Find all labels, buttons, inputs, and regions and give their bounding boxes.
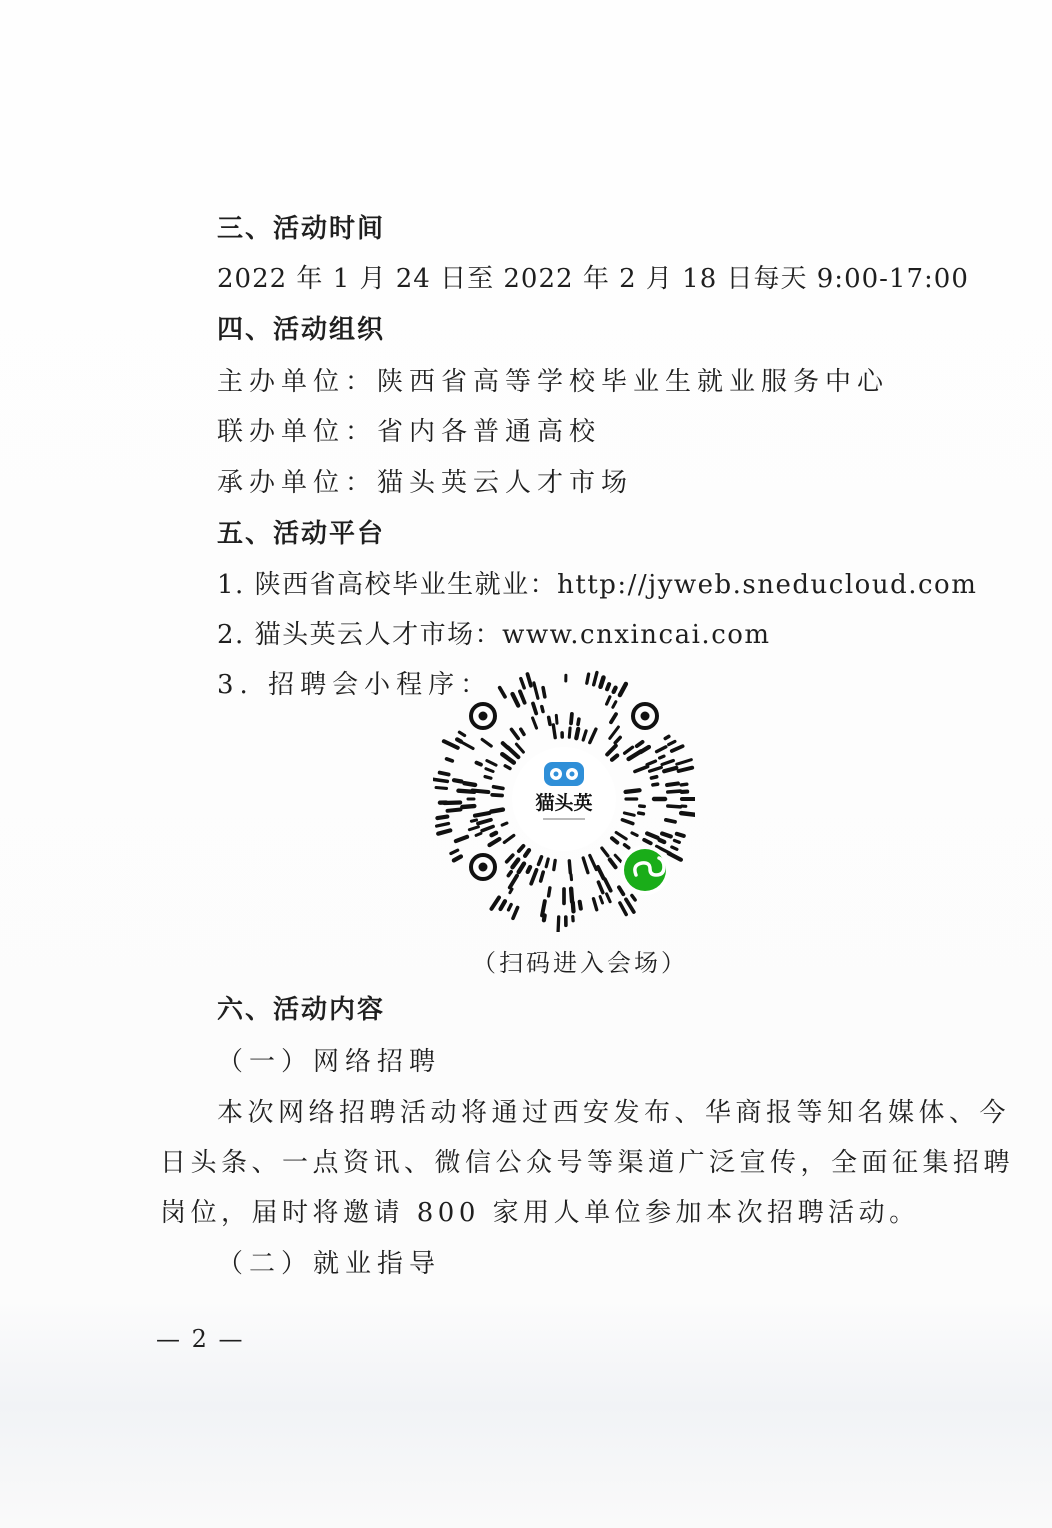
qr-dash bbox=[513, 908, 518, 919]
qr-dash bbox=[614, 688, 616, 692]
qr-dash bbox=[462, 806, 474, 807]
qr-dash bbox=[458, 791, 474, 792]
qr-dash bbox=[447, 759, 453, 761]
section5-heading: 五、活动平台 bbox=[217, 519, 386, 549]
qr-dash bbox=[681, 784, 687, 785]
qr-dash bbox=[644, 840, 651, 843]
qr-dash bbox=[469, 827, 478, 830]
qr-dash bbox=[677, 760, 692, 765]
qr-dash bbox=[626, 899, 634, 912]
qr-dash bbox=[437, 824, 449, 827]
qr-finder-top-left bbox=[471, 704, 495, 728]
qr-dash bbox=[476, 833, 481, 835]
section4-heading: 四、活动组织 bbox=[217, 315, 386, 345]
qr-dash bbox=[558, 917, 559, 932]
qr-dash bbox=[490, 839, 500, 845]
mini-program-qr-code[interactable] bbox=[433, 670, 695, 932]
qr-dash bbox=[573, 903, 574, 912]
qr-dash bbox=[677, 834, 684, 836]
qr-dash bbox=[569, 728, 570, 737]
qr-dash bbox=[531, 870, 536, 884]
qr-dash bbox=[451, 850, 458, 853]
qr-dash bbox=[583, 858, 588, 873]
qr-dash bbox=[610, 727, 619, 738]
qr-dash bbox=[660, 756, 664, 758]
qr-logo-text: 猫头英 bbox=[535, 792, 593, 814]
qr-dash bbox=[652, 777, 657, 778]
qr-dash bbox=[625, 747, 633, 753]
qr-dash bbox=[528, 867, 530, 872]
qr-dash bbox=[509, 905, 512, 910]
qr-dash bbox=[672, 746, 683, 751]
qr-dash bbox=[660, 840, 665, 842]
qr-dash bbox=[525, 850, 529, 856]
section3-heading: 三、活动时间 bbox=[217, 214, 386, 244]
qr-dash bbox=[521, 679, 524, 688]
qr-dash bbox=[607, 746, 616, 755]
qr-dash bbox=[464, 783, 475, 785]
qr-dash bbox=[600, 897, 602, 904]
qr-code-graphic bbox=[433, 670, 695, 932]
qr-dash bbox=[510, 889, 512, 893]
qr-dash bbox=[502, 754, 514, 762]
qr-dash bbox=[521, 729, 524, 734]
organizer-unit: 承办单位：猫头英云人才市场 bbox=[217, 468, 634, 498]
qr-dash bbox=[653, 784, 658, 785]
qr-dash bbox=[598, 882, 602, 893]
qr-dash bbox=[675, 841, 680, 843]
qr-dash bbox=[647, 761, 655, 765]
qr-dash bbox=[668, 791, 681, 792]
qr-dash bbox=[632, 833, 637, 836]
qr-dash bbox=[590, 729, 596, 742]
qr-dash bbox=[482, 740, 491, 747]
qr-dash bbox=[669, 741, 675, 744]
subsection-employment-guidance: （二）就业指导 bbox=[217, 1249, 442, 1279]
qr-dash bbox=[437, 817, 447, 819]
qr-dash bbox=[513, 860, 519, 868]
qr-dash bbox=[650, 767, 662, 771]
qr-dash bbox=[571, 875, 572, 880]
qr-dash bbox=[492, 898, 500, 909]
qr-dash bbox=[613, 702, 616, 707]
qr-dash bbox=[615, 737, 620, 742]
qr-dash bbox=[657, 747, 666, 752]
qr-dash bbox=[664, 768, 676, 771]
qr-dash bbox=[516, 744, 523, 752]
qr-dash bbox=[632, 896, 635, 900]
qr-dash bbox=[448, 810, 461, 811]
qr-dash bbox=[612, 756, 617, 760]
qr-dash bbox=[602, 848, 608, 856]
qr-dash bbox=[556, 715, 557, 723]
qr-dash bbox=[611, 714, 616, 722]
qr-dash bbox=[624, 813, 634, 815]
qr-dash bbox=[615, 855, 621, 862]
qr-dash bbox=[510, 876, 517, 888]
qr-dash bbox=[482, 827, 493, 831]
qr-dash bbox=[454, 857, 461, 861]
paragraph-line-2: 日头条、一点资讯、微信公众号等渠道广泛宣传，全面征集招聘 bbox=[160, 1148, 1015, 1178]
qr-dash bbox=[471, 820, 476, 821]
qr-dash bbox=[533, 704, 536, 714]
qr-dash bbox=[436, 788, 446, 789]
platform-item-2[interactable]: 2. 猫头英云人才市场：www.cnxincai.com bbox=[217, 620, 771, 650]
qr-dash bbox=[641, 747, 649, 752]
page-number: — 2 — bbox=[156, 1325, 245, 1353]
qr-dash bbox=[571, 889, 572, 902]
owl-logo-icon bbox=[544, 762, 584, 786]
platform-item-3: 3. 招聘会小程序： bbox=[217, 670, 493, 700]
qr-dash bbox=[485, 777, 491, 779]
qr-dash bbox=[666, 820, 675, 822]
qr-dash bbox=[475, 813, 489, 816]
qr-dash bbox=[491, 810, 503, 812]
qr-dash bbox=[619, 887, 623, 894]
qr-dash bbox=[622, 820, 632, 824]
qr-dash bbox=[546, 859, 548, 867]
qr-dash bbox=[512, 729, 519, 738]
qr-dash bbox=[492, 833, 496, 835]
subsection-online-recruitment: （一）网络招聘 bbox=[217, 1047, 442, 1077]
qr-dash bbox=[669, 853, 681, 859]
qr-dash bbox=[534, 683, 538, 698]
qr-dash bbox=[478, 820, 491, 824]
qr-dash bbox=[444, 741, 458, 748]
qr-dash bbox=[667, 784, 678, 786]
qr-dash bbox=[637, 742, 643, 746]
qr-dash bbox=[583, 731, 586, 740]
qr-dash bbox=[502, 823, 507, 825]
qr-dash bbox=[635, 767, 648, 772]
qr-dash bbox=[513, 694, 519, 706]
qr-dash bbox=[457, 739, 461, 741]
qr-dash bbox=[665, 736, 669, 738]
platform-item-1[interactable]: 1. 陕西省高校毕业生就业：http://jyweb.sneducloud.com bbox=[217, 570, 978, 600]
qr-dash bbox=[672, 847, 677, 849]
qr-dash bbox=[616, 833, 626, 839]
qr-dash bbox=[662, 761, 673, 765]
qr-dash bbox=[620, 903, 626, 915]
section6-heading: 六、活动内容 bbox=[217, 995, 386, 1025]
qr-dash bbox=[507, 855, 513, 862]
qr-dash bbox=[587, 674, 589, 683]
qr-dash bbox=[553, 725, 555, 738]
qr-dash bbox=[639, 813, 644, 814]
wechat-mini-program-icon bbox=[620, 845, 670, 895]
qr-dash bbox=[580, 902, 581, 909]
qr-dash bbox=[486, 769, 493, 772]
qr-dash bbox=[607, 697, 610, 704]
qr-dash bbox=[505, 766, 510, 769]
qr-dash bbox=[594, 899, 597, 910]
activity-time: 2022 年 1 月 24 日至 2022 年 2 月 18 日每天 9:00-17:00 bbox=[217, 264, 969, 294]
qr-dash bbox=[554, 860, 555, 869]
qr-dash bbox=[487, 761, 496, 766]
paragraph-line-3: 岗位，届时将邀请 800 家用人单位参加本次招聘活动。 bbox=[160, 1198, 920, 1228]
qr-dash bbox=[625, 845, 629, 848]
qr-dash bbox=[539, 857, 542, 865]
qr-dash bbox=[477, 763, 481, 765]
qr-caption: （扫码进入会场） bbox=[472, 949, 688, 977]
qr-dash bbox=[647, 833, 658, 837]
qr-finder-bottom-left bbox=[471, 855, 495, 879]
qr-dash bbox=[519, 864, 524, 873]
qr-dash bbox=[598, 867, 604, 878]
qr-dash bbox=[681, 813, 695, 815]
qr-dash bbox=[433, 779, 447, 781]
qr-dash bbox=[519, 846, 524, 851]
qr-dash bbox=[578, 719, 579, 724]
qr-dash bbox=[549, 717, 550, 724]
qr-dash bbox=[679, 768, 693, 771]
qr-dash bbox=[601, 678, 604, 687]
qr-dash bbox=[605, 879, 611, 891]
qr-dash bbox=[544, 915, 545, 920]
qr-dash bbox=[607, 894, 611, 902]
qr-dash bbox=[528, 674, 531, 686]
qr-dash bbox=[500, 688, 505, 697]
qr-dash bbox=[542, 901, 545, 915]
qr-dash bbox=[576, 729, 578, 738]
qr-dash bbox=[607, 684, 609, 689]
qr-dash bbox=[520, 691, 525, 702]
qr-dash bbox=[542, 707, 543, 712]
host-unit: 主办单位：陕西省高等学校毕业生就业服务中心 bbox=[217, 367, 890, 397]
qr-dash bbox=[610, 860, 616, 868]
qr-dash bbox=[501, 901, 506, 909]
qr-dash bbox=[571, 714, 572, 723]
qr-dash bbox=[533, 718, 537, 728]
qr-dash bbox=[594, 673, 597, 685]
qr-dash bbox=[503, 743, 508, 748]
qr-dash bbox=[626, 790, 640, 792]
qr-dash bbox=[668, 806, 681, 807]
qr-dash bbox=[494, 787, 503, 789]
qr-dash bbox=[508, 872, 511, 876]
qr-dash bbox=[662, 834, 671, 837]
qr-dash bbox=[620, 684, 626, 695]
qr-dash bbox=[541, 872, 544, 881]
qr-dash bbox=[590, 855, 597, 869]
qr-dash bbox=[569, 861, 570, 873]
qr-dash bbox=[543, 688, 545, 697]
qr-dash bbox=[459, 732, 464, 735]
qr-dash bbox=[612, 838, 617, 842]
qr-dash bbox=[504, 835, 514, 842]
qr-dash bbox=[454, 780, 462, 781]
qr-dash bbox=[549, 888, 550, 896]
qr-finder-top-right bbox=[633, 704, 657, 728]
co-host-unit: 联办单位：省内各普通高校 bbox=[217, 417, 602, 447]
qr-dash bbox=[438, 830, 450, 833]
qr-dash bbox=[440, 773, 449, 775]
qr-dash bbox=[492, 795, 502, 796]
paragraph-line-1: 本次网络招聘活动将通过西安发布、华商报等知名媒体、今 bbox=[217, 1098, 1011, 1128]
qr-dash bbox=[456, 837, 467, 841]
